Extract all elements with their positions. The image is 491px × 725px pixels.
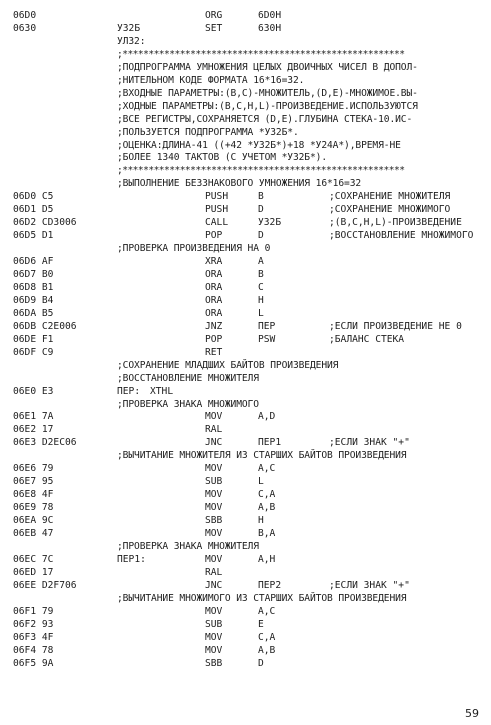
code-line [0, 308, 491, 320]
line-comment: ;ВОССТАНОВЛЕНИЕ МНОЖИМОГО [329, 230, 474, 242]
line-text: ;ПРОВЕРКА ЗНАКА МНОЖИМОГО [117, 398, 259, 410]
line-operand: A,D [258, 411, 276, 423]
line-mnemonic: ORA [205, 281, 223, 293]
line-text: ;ВХОДНЫЕ ПАРАМЕТРЫ:(В,С)-МНОЖИТЕЛЬ,(D,E)-МНОЖИМОЕ.ВЫ- [117, 87, 418, 99]
line-address: 06EB 47 [13, 528, 54, 539]
line-text: УЛ32: [117, 35, 146, 47]
line-operand: A,B [258, 644, 276, 656]
line-text: ;ВЫПОЛНЕНИЕ БЕЗЗНАКОВОГО УМНОЖЕНИЯ 16*16=32 [117, 178, 362, 190]
line-text: ;ВЫЧИТАНИЕ МНОЖИМОГО ИЗ СТАРШИХ БАЙТОВ ПРОИЗВЕДЕНИЯ [117, 592, 407, 604]
line-mnemonic: RAL [205, 566, 223, 578]
line-address: 0630 [13, 22, 37, 34]
code-line [0, 632, 491, 644]
line-address: 06DB C2E006 [13, 320, 77, 332]
line-address: 06F3 4F [13, 631, 54, 643]
line-text: ;НИТЕЛЬНОМ КОДЕ ФОРМАТА 16*16=32. [117, 74, 305, 86]
code-line [0, 347, 491, 359]
line-mnemonic: JNC [205, 437, 223, 449]
line-address: 06E1 7A [13, 411, 54, 423]
line-address: 06D0 C5 [13, 191, 54, 203]
comment-line [0, 360, 491, 372]
line-address: 06E9 78 [13, 502, 54, 514]
line-comment: ;ЕСЛИ ЗНАК "+" [329, 579, 410, 591]
line-mnemonic: POP [205, 333, 223, 345]
line-address: 06ED 17 [13, 566, 54, 578]
line-address: 06F1 79 [13, 605, 54, 617]
code-line [0, 269, 491, 281]
line-mnemonic: MOV [205, 463, 223, 475]
code-line [0, 230, 491, 242]
line-address: 06D2 CD3006 [13, 217, 77, 229]
line-address: 06D6 AF [13, 256, 54, 267]
comment-line [0, 101, 491, 113]
line-operand: D [258, 204, 264, 216]
line-mnemonic: RET [205, 346, 223, 358]
code-line [0, 424, 491, 436]
line-text: ;****************************************************** [117, 48, 405, 60]
line-address: 06EC 7C [13, 553, 54, 565]
code-line [0, 528, 491, 540]
line-address: 06D8 B1 [13, 281, 54, 293]
code-line [0, 567, 491, 579]
code-line [0, 437, 491, 449]
code-line [0, 476, 491, 488]
line-mnemonic: POP [205, 230, 223, 242]
comment-line [0, 450, 491, 462]
separator-line [0, 165, 491, 177]
code-line [0, 411, 491, 423]
line-mnemonic: CALL [205, 217, 229, 229]
line-mnemonic: ORG [205, 10, 223, 21]
line-comment: ;ЕСЛИ ПРОИЗВЕДЕНИЕ НЕ 0 [329, 320, 462, 332]
code-line [0, 515, 491, 527]
line-operand: ПЕР [258, 320, 276, 332]
line-mnemonic: MOV [205, 489, 223, 501]
comment-line [0, 593, 491, 605]
code-line [0, 204, 491, 216]
line-address: 06E6 79 [13, 463, 54, 475]
line-mnemonic: XRA [205, 256, 223, 267]
code-line [0, 502, 491, 514]
line-address: 06D9 B4 [13, 294, 54, 306]
line-operand: C,A [258, 631, 276, 643]
line-operand: B,A [258, 528, 276, 539]
code-line [0, 334, 491, 346]
line-operand: D [258, 657, 264, 669]
line-operand: D [258, 230, 264, 242]
line-operand: L [258, 476, 264, 488]
line-mnemonic: MOV [205, 502, 223, 514]
line-mnemonic: RAL [205, 424, 223, 436]
line-operand: В [258, 269, 264, 280]
code-line [0, 619, 491, 631]
line-text: ;ПРОВЕРКА ПРОИЗВЕДЕНИЯ НА 0 [117, 243, 271, 255]
code-line [0, 321, 491, 333]
line-address: 06E0 E3 [13, 385, 54, 397]
line-mnemonic: MOV [205, 411, 223, 423]
line-operand: A,B [258, 502, 276, 514]
line-comment: ;СОХРАНЕНИЕ МНОЖИТЕЛЯ [329, 191, 451, 203]
page-number: 59 [465, 707, 479, 720]
line-mnemonic: PUSH [205, 204, 229, 216]
line-comment: ;БАЛАНС СТЕКА [329, 333, 405, 345]
line-operand: 630H [258, 22, 282, 34]
code-line [0, 489, 491, 501]
comment-line [0, 399, 491, 411]
line-text: ;ПОДПРОГРАММА УМНОЖЕНИЯ ЦЕЛЫХ ДВОИЧНЫХ ЧИСЕЛ В ДОПОЛ- [117, 61, 418, 73]
comment-line [0, 75, 491, 87]
comment-line [0, 36, 491, 48]
line-operand: У32Б [258, 217, 282, 229]
line-address: 06EE D2F706 [13, 579, 77, 591]
code-line [0, 606, 491, 618]
line-operand: A,H [258, 553, 276, 565]
line-operand: ПЕР2 [258, 579, 282, 591]
line-mnemonic: SBB [205, 515, 223, 526]
line-mnemonic: MOV [205, 644, 223, 656]
line-mnemonic: MOV [205, 605, 223, 617]
line-text: ;ХОДНЫЕ ПАРАМЕТРЫ:(В,С,Н,L)-ПРОИЗВЕДЕНИЕ.ИСПОЛЬЗУЮТСЯ [117, 100, 418, 112]
line-address: 06E3 D2EC06 [13, 437, 77, 449]
line-operand: A,C [258, 463, 276, 475]
code-line [0, 23, 491, 35]
comment-line [0, 178, 491, 190]
line-address: 06D5 D1 [13, 230, 54, 242]
line-operand: PSW [258, 333, 276, 345]
line-text: ;ВОССТАНОВЛЕНИЕ МНОЖИТЕЛЯ [117, 372, 259, 384]
line-text: ;БОЛЕЕ 1340 ТАКТОВ (С УЧЕТОМ *У32Б*). [117, 152, 328, 164]
line-address: 06E2 17 [13, 424, 54, 436]
comment-line [0, 88, 491, 100]
line-address: 06F2 93 [13, 618, 54, 630]
line-mnemonic: ORA [205, 307, 223, 319]
line-operand: A [258, 256, 264, 267]
line-address: 06DF C9 [13, 346, 54, 358]
line-address: 06DA B5 [13, 307, 54, 319]
code-line [0, 10, 491, 22]
code-line [0, 191, 491, 203]
line-mnemonic: SUB [205, 476, 223, 488]
line-mnemonic: ORA [205, 269, 223, 280]
line-operand: C,A [258, 489, 276, 501]
line-mnemonic: JNC [205, 579, 223, 591]
line-address: 06D0 [13, 10, 37, 21]
line-text: ;ПРОВЕРКА ЗНАКА МНОЖИТЕЛЯ [117, 540, 259, 552]
comment-line [0, 541, 491, 553]
line-operand: L [258, 307, 264, 319]
line-mnemonic: XTHL [150, 385, 174, 397]
code-line [0, 295, 491, 307]
line-operand: В [258, 191, 264, 203]
code-line [0, 580, 491, 592]
line-operand: ПЕР1 [258, 437, 282, 449]
line-text: ;ВЫЧИТАНИЕ МНОЖИТЕЛЯ ИЗ СТАРШИХ БАЙТОВ ПРОИЗВЕДЕНИЯ [117, 450, 407, 462]
comment-line [0, 243, 491, 255]
comment-line [0, 152, 491, 164]
line-text: ;СОХРАНЕНИЕ МЛАДШИХ БАЙТОВ ПРОИЗВЕДЕНИЯ [117, 359, 339, 371]
line-operand: 6D0H [258, 10, 282, 21]
line-operand: Н [258, 294, 264, 306]
line-operand: С [258, 281, 264, 293]
line-text: ;ВСЕ РЕГИСТРЫ,СОХРАНЯЕТСЯ (D,E).ГЛУБИНА СТЕКА-10.ИС- [117, 113, 413, 125]
code-line [0, 282, 491, 294]
line-label: ПЕР: [117, 385, 141, 397]
line-address: 06F4 78 [13, 644, 54, 656]
line-address: 06E8 4F [13, 489, 54, 501]
code-line [0, 645, 491, 657]
line-text: ;****************************************************** [117, 165, 405, 177]
code-line [0, 658, 491, 670]
comment-line [0, 114, 491, 126]
line-comment: ;СОХРАНЕНИЕ МНОЖИМОГО [329, 204, 451, 216]
line-mnemonic: SBB [205, 657, 223, 669]
line-label: ПЕР1: [117, 553, 146, 565]
separator-line [0, 49, 491, 61]
line-text: ;ПОЛЬЗУЕТСЯ ПОДПРОГРАММА *У32Б*. [117, 126, 299, 138]
line-operand: Н [258, 515, 264, 526]
comment-line [0, 127, 491, 139]
line-mnemonic: MOV [205, 553, 223, 565]
comment-line [0, 62, 491, 74]
code-line [0, 554, 491, 566]
line-mnemonic: MOV [205, 631, 223, 643]
line-mnemonic: ORA [205, 294, 223, 306]
line-mnemonic: SUB [205, 618, 223, 630]
line-mnemonic: MOV [205, 528, 223, 539]
line-label: У32Б [117, 22, 141, 34]
comment-line [0, 140, 491, 152]
code-line [0, 386, 491, 398]
code-line [0, 256, 491, 268]
line-mnemonic: SET [205, 22, 223, 34]
line-mnemonic: PUSH [205, 191, 229, 203]
line-operand: E [258, 618, 264, 630]
line-text: ;ОЦЕНКА:ДЛИНА-41 ((+42 *У32Б*)+18 *У24А*),ВРЕМЯ-НЕ [117, 139, 401, 151]
line-operand: A,C [258, 605, 276, 617]
code-line [0, 463, 491, 475]
line-address: 06D1 D5 [13, 204, 54, 216]
line-address: 06F5 9A [13, 657, 54, 669]
line-address: 06E7 95 [13, 476, 54, 488]
comment-line [0, 373, 491, 385]
line-comment: ;ЕСЛИ ЗНАК "+" [329, 437, 410, 449]
line-address: 06D7 B0 [13, 269, 54, 280]
line-comment: ;(В,С,Н,L)-ПРОИЗВЕДЕНИЕ [329, 217, 462, 229]
line-mnemonic: JNZ [205, 320, 223, 332]
code-line [0, 217, 491, 229]
line-address: 06DE F1 [13, 333, 54, 345]
line-address: 06EA 9C [13, 515, 54, 526]
